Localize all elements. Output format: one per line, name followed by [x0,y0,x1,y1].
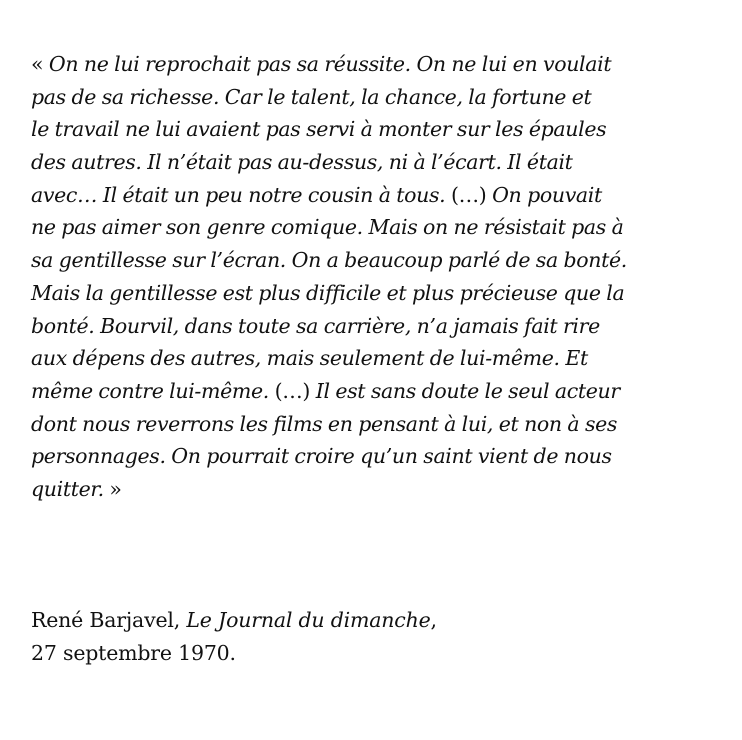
quote-line [31,48,711,81]
quote-segment: des autres. Il n’était pas au-dessus, ni à l’écart. Il était [31,150,573,175]
quote-segment: Il est sans doute le seul acteur [310,378,620,403]
quote-segment: (…) [274,378,311,403]
quote-segment: dont nous reverrons les films en pensant à lui, et non à ses [31,411,618,436]
quote-segment: aux dépens des autres, mais seulement de lui-même. Et [31,346,588,371]
quote-line [31,146,711,179]
quote-line [31,375,711,408]
quote-line [31,179,711,212]
quote-segment: bonté. Bourvil, dans toute sa carrière, n’a jamais fait rire [31,313,600,338]
quote-segment: ne pas aimer son genre comique. Mais on ne résistait pas à [31,215,624,240]
quote-segment: quitter. [31,476,104,501]
quote-segment: (…) [450,182,487,207]
source-author: René Barjavel, [31,608,187,632]
quote-line [31,310,711,343]
quote-line [31,342,711,375]
quote-line [31,440,711,473]
source-publication: Le Journal du dimanche [186,608,431,632]
quote-segment: même contre lui-même. [31,378,275,403]
quote-line [31,211,711,244]
quote-segment: personnages. On pourrait croire qu’un saint vient de nous [31,444,612,469]
quote-line [31,277,711,310]
quote-segment: pas de sa richesse. Car le talent, la chance, la fortune et [31,84,592,109]
source-comma: , [430,608,437,632]
quote-line [31,408,711,441]
quote-segment: le travail ne lui avaient pas servi à monter sur les épaules [31,117,607,142]
quote-segment: « [31,52,49,76]
quote-segment: sa gentillesse sur l’écran. On a beaucoup parlé de sa bonté. [31,248,627,273]
quote-segment: On ne lui reprochait pas sa réussite. On ne lui en voulait [48,52,612,76]
quote-line [31,473,711,506]
quote-line [31,81,711,114]
quote-segment: » [103,476,122,501]
source-citation [31,604,437,670]
quote-block [31,48,711,506]
quote-line [31,244,711,277]
source-date: 27 septembre 1970. [31,641,236,665]
quote-segment: avec… Il était un peu notre cousin à tous. [31,182,451,207]
quote-line [31,113,711,146]
quote-segment: On pouvait [486,182,602,207]
quote-segment: Mais la gentillesse est plus difficile et plus précieuse que la [31,280,625,305]
source-line-1 [31,604,437,637]
